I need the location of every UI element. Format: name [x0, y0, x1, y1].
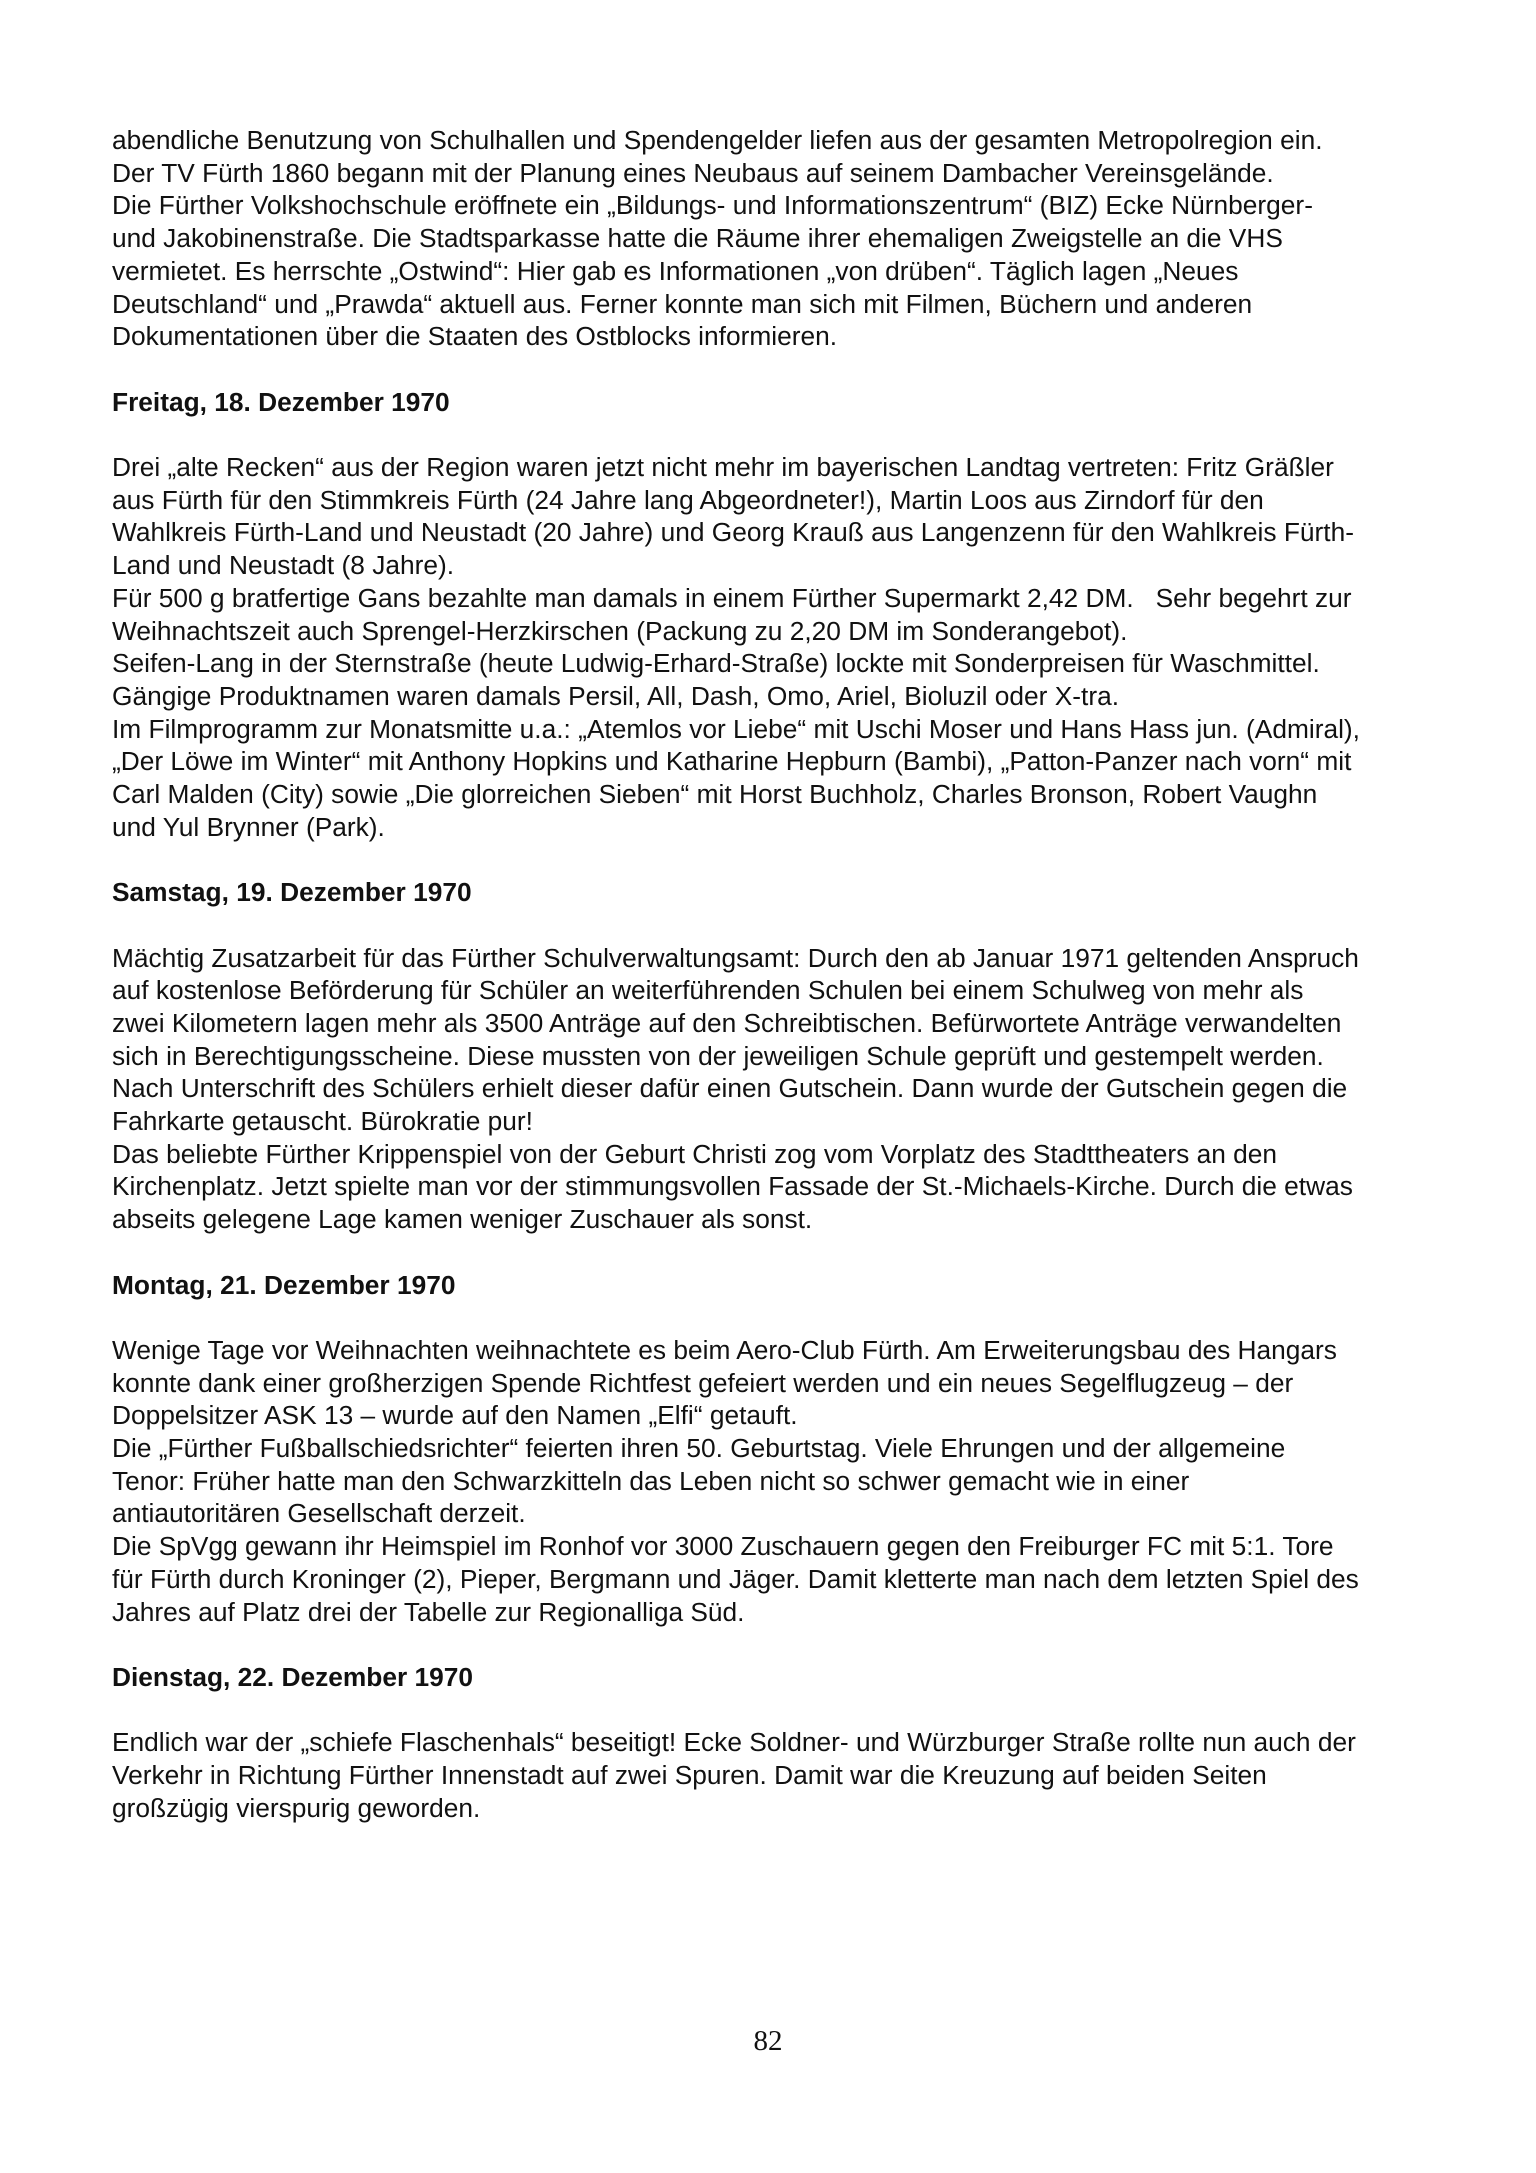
section-paragraph: Für 500 g bratfertige Gans bezahlte man damals in einem Fürther Supermarkt 2,42 DM. Sehr begehrt zur Weihnachtszeit auch Sprengel-Herzkirschen (Packung zu 2,20 DM im Sonderangebot).: [112, 582, 1359, 646]
section-paragraph: Im Filmprogramm zur Monatsmitte u.a.: „Atemlos vor Liebe“ mit Uschi Moser und Hans Hass jun. (Admiral), „Der Löwe im Winter“ mit Anthony Hopkins und Katharine Hepburn (Bambi), „Patton-Panzer nach vorn“ mit Carl Malden (City) sowie „Die glorreichen Sieben“ mit Horst Buchholz, Charles Bronson, Robert Vaughn und Yul Brynner (Park).: [112, 713, 1360, 842]
section-heading: Montag, 21. Dezember 1970: [112, 1269, 456, 1300]
page-number: 82: [753, 2025, 783, 2057]
intro-paragraph: Die Fürther Volkshochschule eröffnete ein „Bildungs- und Informationszentrum“ (BIZ) Ecke Nürnberger- und Jakobinenstraße. Die Stadtsparkasse hatte die Räume ihrer ehemaligen Zweigstelle an die VHS vermietet. Es herrschte „Ostwind“: Hier gab es Informationen „von drüben“. Täglich lagen „Neues Deutschland“ und „Prawda“ aktuell aus. Ferner konnte man sich mit Filmen, Büchern und anderen Dokumentationen über die Staaten des Ostblocks informieren.: [112, 190, 1313, 352]
section-paragraph: Drei „alte Recken“ aus der Region waren jetzt nicht mehr im bayerischen Landtag vertreten: Fritz Gräßler aus Fürth für den Stimmkreis Fürth (24 Jahre lang Abgeordneter!), Martin Loos aus Zirndorf für den Wahlkreis Fürth-Land und Neustadt (20 Jahre) und Georg Krauß aus Langenzenn für den Wahlkreis Fürth-Land und Neustadt (8 Jahre).: [112, 452, 1354, 581]
intro-paragraph: abendliche Benutzung von Schulhallen und Spendengelder liefen aus der gesamten Metropolregion ein. Der TV Fürth 1860 begann mit der Planung eines Neubaus auf seinem Dambacher Vereinsgelände.: [112, 125, 1323, 188]
section-heading: Dienstag, 22. Dezember 1970: [112, 1661, 474, 1692]
section-heading: Samstag, 19. Dezember 1970: [112, 877, 472, 908]
section-paragraph: Das beliebte Fürther Krippenspiel von der Geburt Christi zog vom Vorplatz des Stadttheaters an den Kirchenplatz. Jetzt spielte man vor der stimmungsvollen Fassade der St.-Michaels-Kirche. Durch die etwas abseits gelegene Lage kamen weniger Zuschauer als sonst.: [112, 1138, 1353, 1235]
section-paragraph: Wenige Tage vor Weihnachten weihnachtete es beim Aero-Club Fürth. Am Erweiterungsbau des Hangars konnte dank einer großherzigen Spende Richtfest gefeiert werden und ein neues Segelflugzeug – der Doppelsitzer ASK 13 – wurde auf den Namen „Elfi“ getauft.: [112, 1334, 1337, 1431]
section-heading: Freitag, 18. Dezember 1970: [112, 386, 450, 417]
section-paragraph: Seifen-Lang in der Sternstraße (heute Ludwig-Erhard-Straße) lockte mit Sonderpreisen für Waschmittel. Gängige Produktnamen waren damals Persil, All, Dash, Omo, Ariel, Bioluzil oder X-tra.: [112, 648, 1320, 711]
section-paragraph: Mächtig Zusatzarbeit für das Fürther Schulverwaltungsamt: Durch den ab Januar 1971 geltenden Anspruch auf kostenlose Beförderung für Schüler an weiterführenden Schulen bei einem Schulweg von mehr als zwei Kilometern lagen mehr als 3500 Anträge auf den Schreibtischen. Befürwortete Anträge verwandelten sich in Berechtigungsscheine. Diese mussten von der jeweiligen Schule geprüft und gestempelt werden. Nach Unterschrift des Schülers erhielt dieser dafür einen Gutschein. Dann wurde der Gutschein gegen die Fahrkarte getauscht. Bürokratie pur!: [112, 942, 1359, 1137]
section-paragraph: Endlich war der „schiefe Flaschenhals“ beseitigt! Ecke Soldner- und Würzburger Straße rollte nun auch der Verkehr in Richtung Fürther Innenstadt auf zwei Spuren. Damit war die Kreuzung auf beiden Seiten großzügig vierspurig geworden.: [112, 1727, 1356, 1823]
document-page: [112, 124, 1362, 1824]
section-paragraph: Die „Fürther Fußballschiedsrichter“ feierten ihren 50. Geburtstag. Viele Ehrungen und der allgemeine Tenor: Früher hatte man den Schwarzkitteln das Leben nicht so schwer gemacht wie in einer antiautoritären Gesellschaft derzeit.: [112, 1433, 1286, 1529]
section-paragraph: Die SpVgg gewann ihr Heimspiel im Ronhof vor 3000 Zuschauern gegen den Freiburger FC mit 5:1. Tore für Fürth durch Kroninger (2), Pieper, Bergmann und Jäger. Damit kletterte man nach dem letzten Spiel des Jahres auf Platz drei der Tabelle zur Regionalliga Süd.: [112, 1531, 1359, 1627]
